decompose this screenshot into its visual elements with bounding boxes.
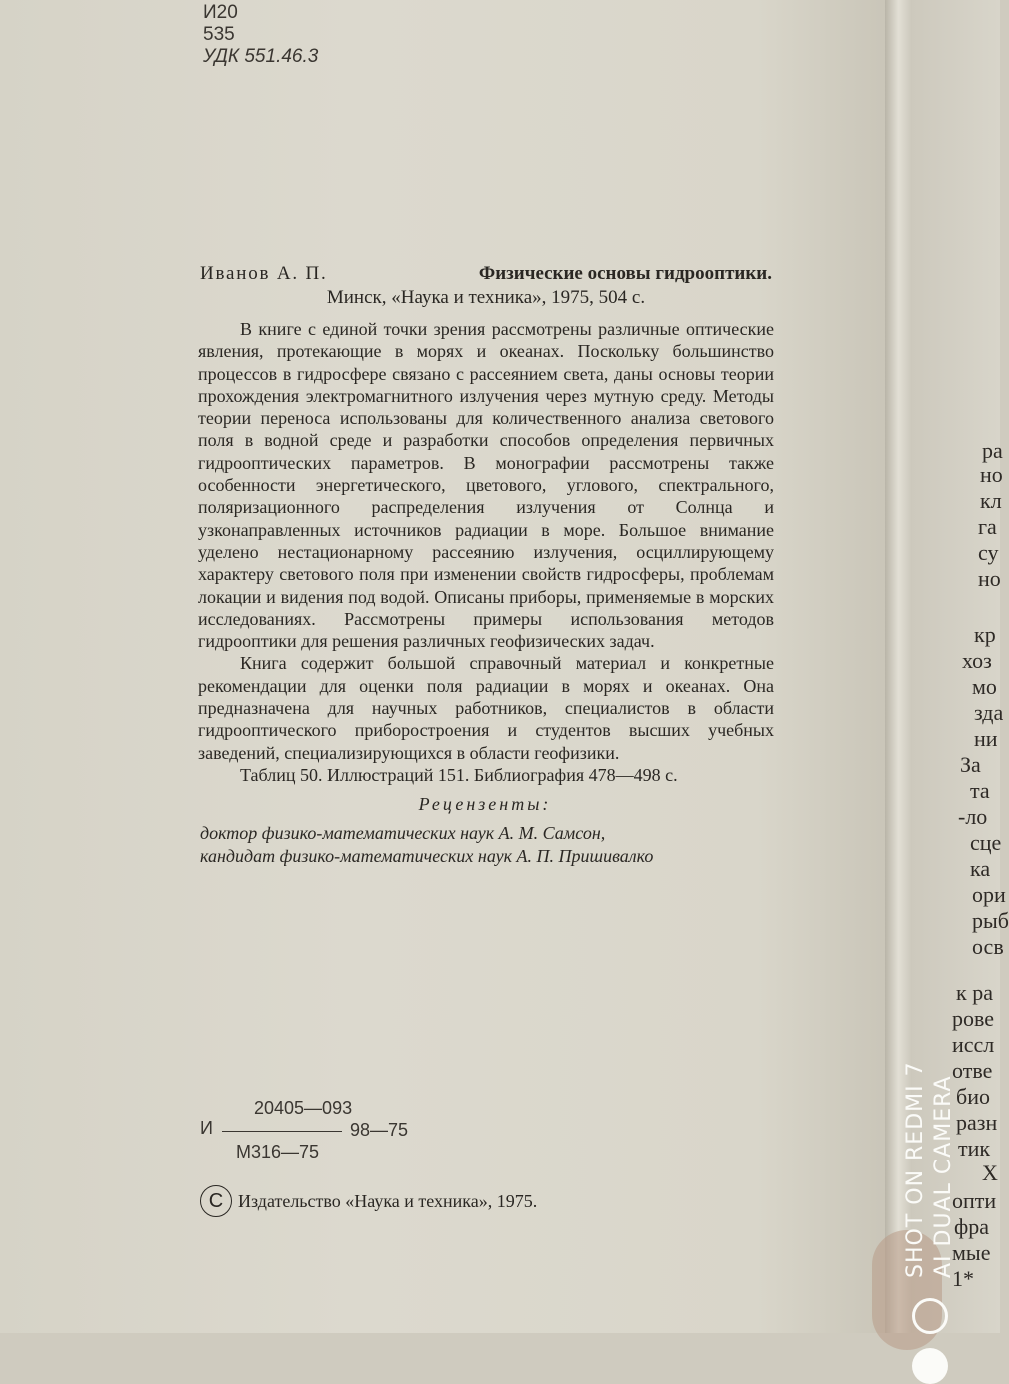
- index-denominator: М316—75: [236, 1142, 320, 1162]
- copyright-icon: C: [200, 1185, 232, 1217]
- right-page-fragment: та: [970, 778, 990, 803]
- right-page-fragment: кл: [980, 488, 1002, 513]
- copyright-line: [200, 1185, 537, 1217]
- right-page-fragment: хоз: [962, 648, 992, 673]
- right-page-fragment: опти: [952, 1188, 997, 1213]
- right-page-fragment: осв: [972, 934, 1004, 959]
- watermark-dot-icon: [912, 1348, 948, 1384]
- book-title: Физические основы гидрооптики.: [478, 263, 772, 284]
- abstract-paragraph-2: Книга содержит большой справочный материал и конкретные рекомендации для оценки поля радиации в морях и океанах. Она предназначена для научных работников, специалистов в области гидрооптического приборостроения и студентов высших учебных заведений, специализирующихся в области геофизики.: [198, 653, 774, 763]
- abstract-paragraph-1: В книге с единой точки зрения рассмотрены различные оптические явления, протекающие в морях и океанах. Поскольку большинство процессов в гидросфере связано с рассеянием света, даны основы теории прохождения электромагнитного излучения через мутную среду. Методы теории переноса использованы для количественного анализа светового поля в водной среде и разработки способов определения первичных гидрооптических параметров. В монографии рассмотрены также особенности энергетического, цветового, углового, спектрального, поляризационного распределения излучения от Солнца и узконаправленных источников радиации в море. Большое внимание уделено нестационарному рассеянию излучения, осциллирующему характеру светового поля при изменении свойств гидросферы, проблемам локации и видения под водой. Описаны приборы, применяемые в морских исследованиях. Рассмотрены примеры использования методов гидрооптики для решения различных геофизических задач.: [198, 319, 774, 652]
- code-line-1: И20: [203, 2, 238, 23]
- abstract-paragraph-3: Таблиц 50. Иллюстраций 151. Библиография 478—498 с.: [240, 764, 678, 785]
- right-page-fragment: За: [960, 752, 981, 777]
- right-page-fragment: мо: [972, 674, 997, 699]
- right-page-fragment: фра: [954, 1214, 990, 1239]
- bibliographic-entry: [200, 262, 772, 310]
- reviewer-2: кандидат физико-математических наук А. П. Пришивалко: [200, 846, 654, 866]
- publication-index: [200, 1098, 460, 1168]
- right-page-fragment: 1*: [952, 1266, 974, 1291]
- reviewer-1: доктор физико-математических наук А. М. Самсон,: [200, 823, 606, 843]
- right-page-fragment: ка: [970, 856, 991, 881]
- right-page-fragment: ори: [972, 882, 1006, 907]
- copyright-text: Издательство «Наука и техника», 1975.: [238, 1190, 538, 1211]
- right-page-fragment: но: [978, 566, 1001, 591]
- camera-watermark: [895, 960, 998, 1290]
- imprint: Минск, «Наука и техника», 1975, 504 с.: [326, 287, 646, 308]
- right-page-fragment: га: [978, 514, 997, 539]
- index-numerator: 20405—093: [254, 1098, 353, 1118]
- right-page-fragment: кр: [974, 622, 996, 647]
- abstract: [198, 318, 774, 786]
- right-page-fragment: сце: [970, 830, 1002, 855]
- fraction-line: [222, 1131, 342, 1132]
- classification-codes: [203, 2, 318, 68]
- code-line-2: 535: [203, 24, 235, 45]
- right-page-fragment: но: [980, 462, 1003, 487]
- index-prefix: И: [200, 1118, 213, 1138]
- watermark-ring-icon: [912, 1298, 948, 1334]
- author-name: Иванов А. П.: [200, 263, 328, 284]
- right-page-fragment: зда: [974, 700, 1004, 725]
- right-page-fragment: к ра: [956, 980, 993, 1005]
- right-page-fragment: -ло: [958, 804, 988, 829]
- watermark-line-1: SHOT ON REDMI 7: [903, 1061, 928, 1278]
- right-page-fragment: тик: [958, 1136, 991, 1161]
- right-page-fragment: ни: [974, 726, 998, 751]
- udk-code: УДК 551.46.3: [203, 46, 319, 67]
- index-suffix: 98—75: [350, 1120, 409, 1140]
- right-page-fragment: мые: [952, 1240, 991, 1265]
- right-page-fragment: иссл: [952, 1032, 995, 1057]
- right-page-fragment: био: [956, 1084, 990, 1109]
- right-page-fragment: разн: [956, 1110, 998, 1135]
- right-page-fragment: рове: [952, 1006, 995, 1031]
- right-page-fragment: рыб: [972, 908, 1009, 933]
- right-page-fragment: ра: [982, 438, 1003, 463]
- watermark-line-2: AI DUAL CAMERA: [931, 1075, 956, 1278]
- right-page-fragment: Х: [982, 1160, 998, 1185]
- right-page-fragment: отве: [952, 1058, 993, 1083]
- right-page-fragment: су: [978, 540, 999, 565]
- reviewers-block: [200, 793, 770, 868]
- reviewers-heading: Рецензенты:: [418, 794, 552, 814]
